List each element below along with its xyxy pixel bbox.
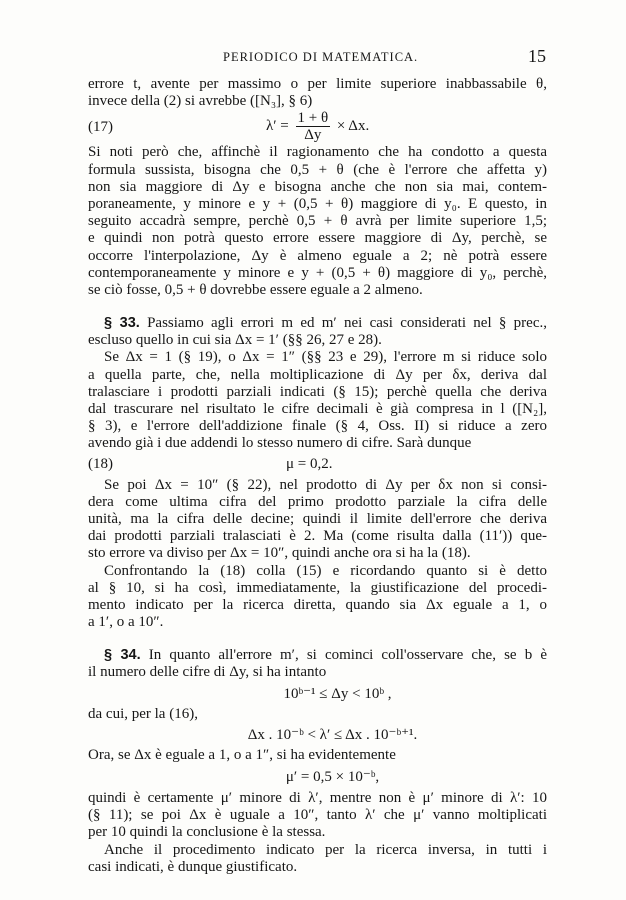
paragraph-intro	[88, 76, 547, 110]
page-body	[88, 76, 547, 876]
section-label: § 34.	[104, 647, 141, 664]
text-line: per 10 quindi la conclusione è la stessa.	[88, 824, 326, 841]
page-header	[88, 46, 546, 68]
equation-c: μ′ = 0,5 × 10⁻ᵇ,	[285, 769, 380, 785]
equation-expression: μ = 0,2.	[286, 455, 333, 472]
text-line: poraneamente, y minore e y + (0,5 + θ) maggiore di y₀. E questo, in	[88, 195, 547, 212]
text-line: avendo già i due addendi lo stesso numero di cifre. Sarà dunque	[88, 435, 472, 452]
section-34	[88, 647, 547, 681]
equation-17	[88, 110, 547, 144]
text-line: § 3), e l'errore dell'addizione finale (§ 4, Oss. II) si riduce a zero	[88, 418, 547, 435]
text-line: non sia maggiore di Δy e bisogna anche che non sia mai, contem-	[88, 178, 547, 195]
text-line: (§ 11); se poi Δx è uguale a 10″, tanto λ′ che μ′ vanno moltiplicati	[88, 807, 547, 824]
text-line: dal trascurare nel risultato le cifre decimali è già compresa in l ([N₂],	[88, 401, 547, 417]
text-line: casi indicati, è dunque giustificato.	[88, 858, 298, 875]
text-line: contemporaneamente y minore e y + (0,5 + θ) maggiore di y₀, perchè,	[88, 264, 547, 281]
text-line: il numero delle cifre di Δy, si ha intanto	[88, 664, 327, 681]
text-span: In quanto all'errore m′, si cominci coll'osservare che, se b è	[148, 647, 547, 664]
text-line: formula sussista, bisogna che 0,5 + θ (che è l'errore che affetta y)	[88, 161, 547, 178]
text-line: escluso quello in cui sia Δx = 1′ (§§ 26, 27 e 28).	[88, 332, 382, 349]
text-line: Se poi Δx = 10″ (§ 22), nel prodotto di Δy per δx non si consi-	[104, 476, 547, 493]
text-line: da cui, per la (16),	[88, 705, 198, 722]
text-line: seguito accadrà sempre, perchè 0,5 + θ avrà per limite superiore 1,5;	[88, 213, 547, 230]
inequality-b: Δx . 10⁻ᵇ < λ′ ≤ Δx . 10⁻ᵇ⁺¹.	[247, 726, 418, 743]
text-line: Ora, se Δx è eguale a 1, o a 1″, si ha evidentemente	[88, 746, 396, 763]
text-line: se ciò fosse, 0,5 + θ dovrebbe essere eguale a 2 almeno.	[88, 281, 423, 298]
equation-rhs: × Δx.	[336, 118, 370, 135]
fraction-numerator: 1 + θ	[297, 110, 329, 127]
running-title: PERIODICO DI MATEMATICA.	[223, 50, 419, 64]
text-line: a quella parte, che, nella moltiplicazione di Δy per δx, deriva dal	[88, 366, 547, 383]
paragraph-continuation	[88, 477, 547, 632]
text-line	[88, 647, 547, 664]
equation-lhs: λ′ =	[266, 118, 289, 135]
text-line: Se Δx = 1 (§ 19), o Δx = 1″ (§§ 23 e 29), l'errore m si riduce solo	[104, 349, 547, 366]
text-line: sto errore va diviso per Δx = 10″, quindi anche ora si ha la (18).	[88, 545, 471, 562]
text-line: mento indicato per la ricerca diretta, quando sia Δx eguale a 1, o	[88, 596, 547, 613]
paragraph-note	[88, 144, 547, 299]
text-line: Confrontando la (18) colla (15) e ricordando quanto si è detto	[104, 562, 547, 579]
text-line: quindi è certamente μ′ minore di λ′, mentre non è μ′ minore di λ′: 10	[88, 790, 547, 806]
section-33	[88, 315, 547, 453]
text-line: a 1′, o a 10″.	[88, 614, 164, 631]
equation-number: (18)	[88, 455, 113, 472]
text-line	[88, 315, 547, 332]
equation-expression	[266, 110, 369, 143]
text-line: Anche il procedimento indicato per la ricerca inversa, in tutti i	[104, 841, 547, 858]
text-line: occorre l'interpolazione, Δy è almeno eguale a 2; nè potrà essere	[88, 247, 547, 264]
section-label: § 33.	[104, 315, 140, 332]
page-number: 15	[528, 46, 546, 66]
equation-fraction	[296, 110, 331, 143]
text-line: errore t, avente per massimo o per limite superiore inabbassabile θ,	[88, 76, 547, 92]
text-line: invece della (2) si avrebbe ([N₃], § 6)	[88, 93, 313, 110]
text-line: al § 10, si ha così, immediatamente, la giustificazione del procedi-	[88, 579, 547, 596]
text-line: dera come ultima cifra del primo prodotto parziale la cifra delle	[88, 493, 547, 510]
text-line: e quindi non potrà questo errore essere maggiore di Δy, perchè, se	[88, 230, 547, 247]
text-line: unità, ma la cifra delle decine; quindi il limite dell'errore che deriva	[88, 510, 547, 527]
equation-number: (17)	[88, 119, 113, 136]
text-line: Si noti però che, affinchè il ragionamento che ha condotto a questa	[88, 144, 547, 161]
text-line: tralasciare i prodotti parziali indicati (§ 15); perchè quella che deriva	[88, 383, 547, 400]
fraction-denominator: Δy	[304, 127, 322, 144]
paragraph-conclusion	[88, 790, 547, 876]
text-span: Passiamo agli errori m ed m′ nei casi considerati nel § prec.,	[147, 315, 547, 332]
text-line: dai prodotti parziali tralasciati è 2. Ma (come risulta dalla (11′)) que-	[88, 528, 547, 545]
inequality-a: 10ᵇ⁻¹ ≤ Δy < 10ᵇ ,	[283, 685, 392, 702]
equation-18	[88, 453, 547, 477]
